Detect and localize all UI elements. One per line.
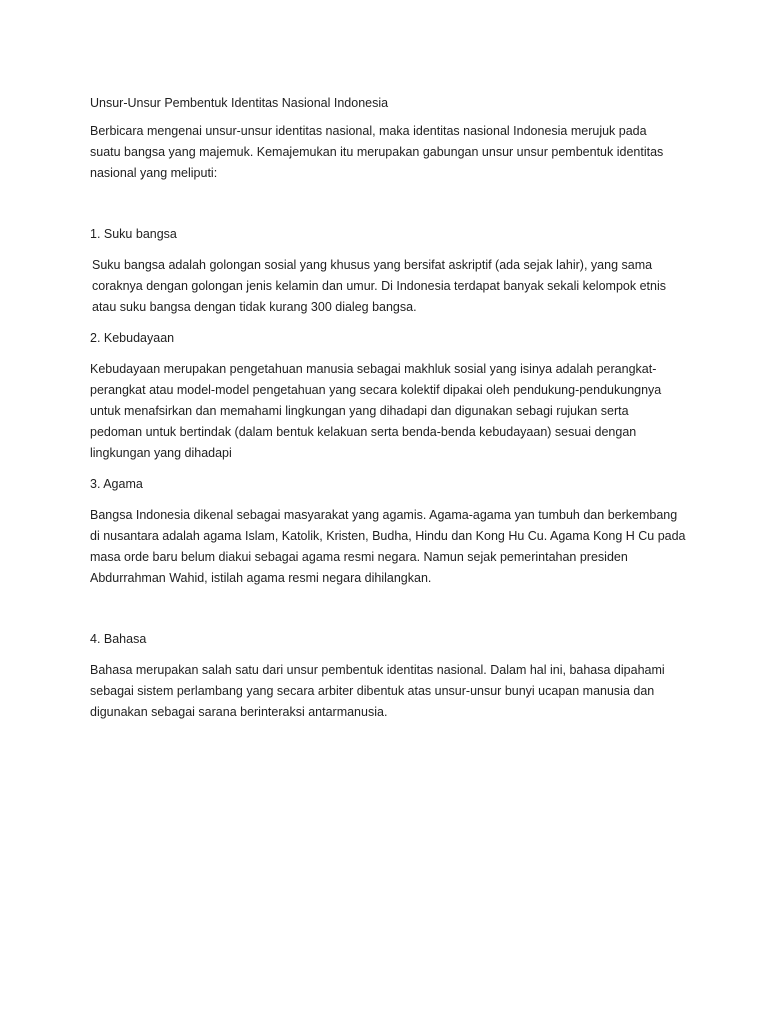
paragraph-line: untuk menafsirkan dan memahami lingkungan yang dihadapi dan digunakan sebagi rujukan serta	[90, 404, 629, 418]
section-heading-bahasa: 4. Bahasa	[90, 632, 147, 646]
document-page	[90, 93, 690, 733]
paragraph-line: Bangsa Indonesia dikenal sebagai masyarakat yang agamis. Agama-agama yan tumbuh dan berkembang	[90, 508, 678, 522]
section-paragraph-suku-bangsa	[90, 255, 690, 318]
paragraph-line: atau suku bangsa dengan tidak kurang 300 dialeg bangsa.	[92, 300, 417, 314]
paragraph-line: masa orde baru belum diakui sebagai agama resmi negara. Namun sejak pemerintahan presiden	[90, 550, 628, 564]
paragraph-line: sebagai sistem perlambang yang secara arbiter dibentuk atas unsur-unsur bunyi ucapan manusia dan	[90, 684, 655, 698]
paragraph-line: digunakan sebagai sarana berinteraksi antarmanusia.	[90, 705, 388, 719]
intro-paragraph	[90, 121, 690, 184]
paragraph-line: perangkat atau model-model pengetahuan yang secara kolektif dipakai oleh pendukung-pendukungnya	[90, 383, 662, 397]
section-paragraph-kebudayaan	[90, 359, 690, 464]
intro-line: suatu bangsa yang majemuk. Kemajemukan itu merupakan gabungan unsur unsur pembentuk identitas	[90, 145, 664, 159]
document-title: Unsur-Unsur Pembentuk Identitas Nasional Indonesia	[90, 96, 389, 110]
paragraph-line: Abdurrahman Wahid, istilah agama resmi negara dihilangkan.	[90, 571, 432, 585]
section-heading-suku-bangsa: 1. Suku bangsa	[90, 227, 177, 241]
paragraph-line: Kebudayaan merupakan pengetahuan manusia sebagai makhluk sosial yang isinya adalah perangkat-	[90, 362, 657, 376]
paragraph-line: Bahasa merupakan salah satu dari unsur pembentuk identitas nasional. Dalam hal ini, bahasa dipahami	[90, 663, 665, 677]
paragraph-line: di nusantara adalah agama Islam, Katolik, Kristen, Budha, Hindu dan Kong Hu Cu. Agama Kong H Cu pada	[90, 529, 686, 543]
section-paragraph-agama	[90, 505, 690, 589]
section-heading-kebudayaan: 2. Kebudayaan	[90, 331, 175, 345]
paragraph-line: lingkungan yang dihadapi	[90, 446, 232, 460]
paragraph-line: Suku bangsa adalah golongan sosial yang khusus yang bersifat askriptif (ada sejak lahir), yang sama	[92, 258, 653, 272]
paragraph-line: pedoman untuk bertindak (dalam bentuk kelakuan serta benda-benda kebudayaan) sesuai dengan	[90, 425, 637, 439]
intro-line: Berbicara mengenai unsur-unsur identitas nasional, maka identitas nasional Indonesia merujuk pada	[90, 124, 647, 138]
section-paragraph-bahasa	[90, 660, 690, 723]
intro-line: nasional yang meliputi:	[90, 166, 218, 180]
paragraph-line: coraknya dengan golongan jenis kelamin dan umur. Di Indonesia terdapat banyak sekali kelompok etnis	[92, 279, 666, 293]
section-heading-agama: 3. Agama	[90, 477, 143, 491]
